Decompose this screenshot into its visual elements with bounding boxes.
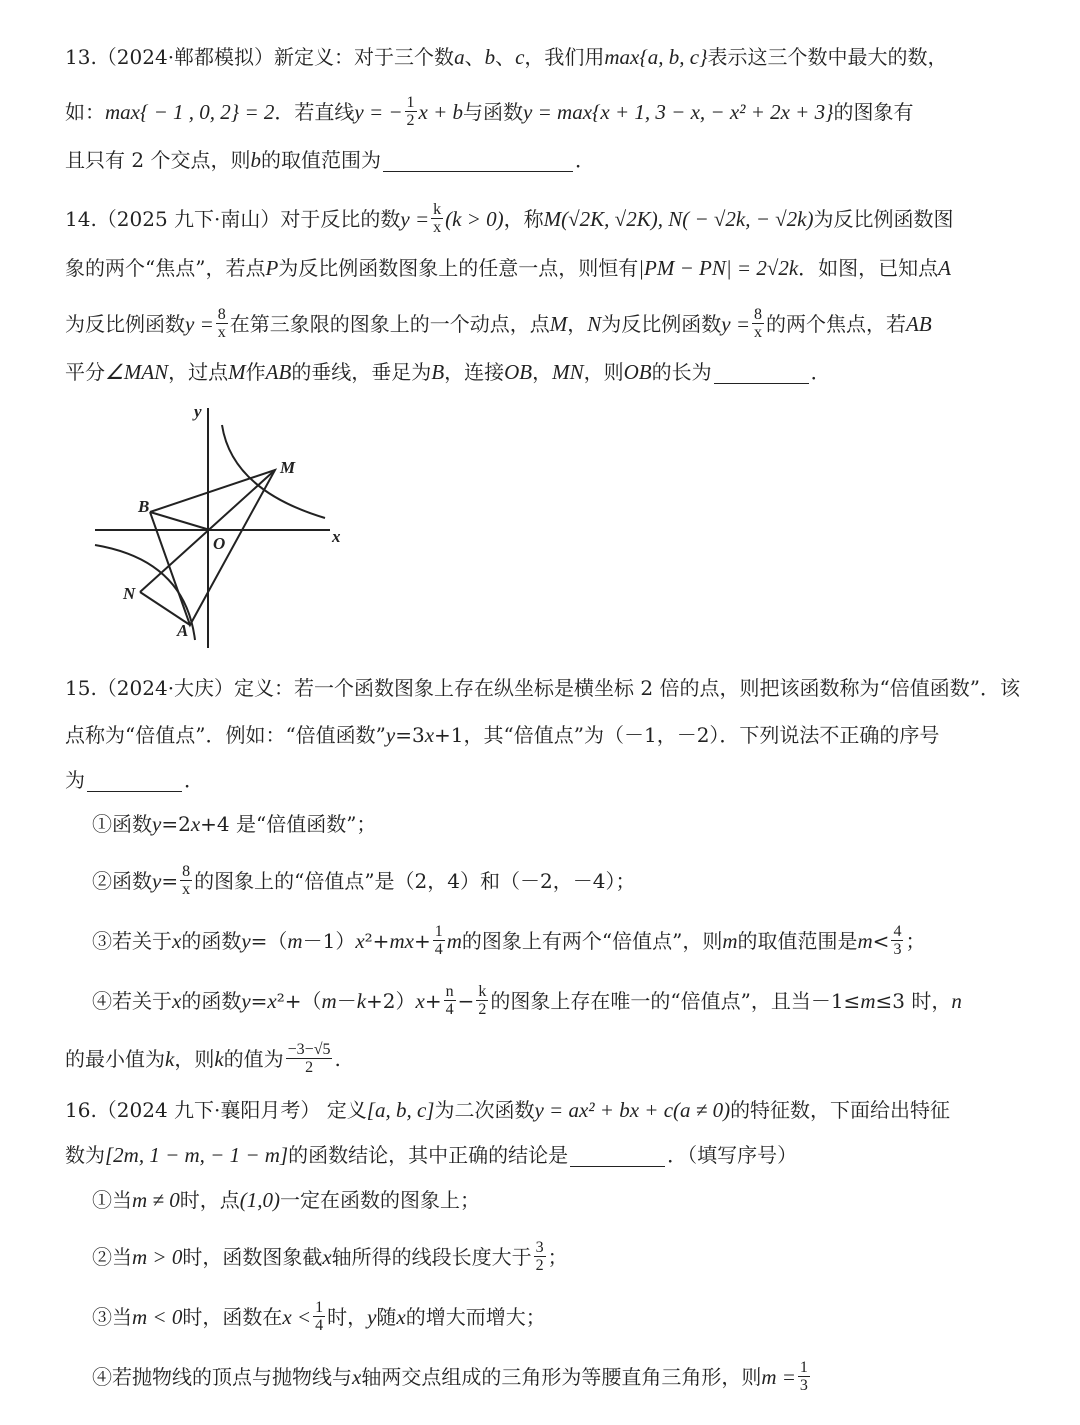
option-line bbox=[92, 810, 376, 838]
fraction bbox=[405, 94, 417, 129]
numerator: k bbox=[433, 201, 442, 218]
math-expression: y = ax² + bx + c(a ≠ 0) bbox=[534, 1098, 731, 1122]
answer-blank bbox=[383, 149, 573, 172]
denominator: 4 bbox=[434, 941, 443, 958]
text-line bbox=[65, 254, 951, 282]
option-line bbox=[92, 923, 925, 958]
text: ，称 bbox=[503, 206, 544, 231]
math-expression: [2m, 1 − m, − 1 − m] bbox=[105, 1143, 289, 1167]
text-line bbox=[65, 43, 948, 71]
denominator: x bbox=[754, 324, 763, 341]
numerator: 4 bbox=[893, 923, 902, 940]
math-expression: y bbox=[241, 988, 251, 1013]
text: 平分 bbox=[65, 360, 105, 384]
answer-blank bbox=[570, 1144, 665, 1167]
option-line bbox=[92, 1239, 568, 1274]
text: 的增大而增大； bbox=[405, 1304, 546, 1329]
math-expression: k bbox=[165, 1046, 175, 1071]
text: 为反比例函数图 bbox=[813, 206, 954, 231]
text: 为 bbox=[65, 768, 85, 792]
numerator: 1 bbox=[434, 923, 443, 940]
math-expression: [a, b, c] bbox=[366, 1098, 435, 1122]
option-line bbox=[92, 863, 635, 898]
math-expression: AB bbox=[906, 311, 932, 336]
text: 与函数 bbox=[463, 99, 524, 124]
math-expression: y = bbox=[185, 311, 214, 336]
text: 在第三象限的图象上的一个动点，点 bbox=[229, 311, 550, 336]
text: 的图象有 bbox=[833, 99, 914, 124]
text-line bbox=[65, 674, 1020, 702]
math-expression: P bbox=[265, 256, 279, 280]
math-expression: x bbox=[355, 928, 365, 953]
math-expression: MN bbox=[552, 360, 584, 384]
math-expression: y bbox=[152, 812, 162, 836]
math-expression: m bbox=[321, 988, 337, 1013]
math-expression: n bbox=[951, 988, 962, 1013]
text: 时，函数图象截 bbox=[182, 1244, 323, 1269]
math-expression: y = − bbox=[354, 99, 403, 124]
denominator: 2 bbox=[478, 1001, 487, 1018]
math-expression: |PM − PN| = 2√2k bbox=[638, 256, 799, 280]
text: + bbox=[413, 928, 431, 953]
math-expression: y = bbox=[721, 311, 751, 336]
math-expression: (k > 0) bbox=[445, 206, 504, 231]
denominator: 4 bbox=[315, 1317, 324, 1334]
text: 16.（2024 九下·襄阳月考） 定义 bbox=[65, 1098, 367, 1122]
math-expression: x bbox=[396, 1304, 406, 1329]
text: =（ bbox=[250, 928, 288, 953]
fraction bbox=[444, 983, 456, 1018]
text: 轴两交点组成的三角形为等腰直角三角形，则 bbox=[361, 1364, 762, 1389]
math-expression: (1,0) bbox=[239, 1188, 280, 1212]
math-expression: M bbox=[228, 360, 246, 384]
text-line bbox=[65, 1096, 950, 1124]
math-expression: max{ − 1 , 0, 2} = 2 bbox=[105, 99, 275, 124]
denominator: 2 bbox=[305, 1059, 314, 1076]
denominator: 3 bbox=[799, 1377, 808, 1394]
text: 表示这三个数中最大的数， bbox=[707, 45, 948, 69]
text: +4 是“倍值函数”； bbox=[200, 812, 377, 836]
text: ， bbox=[532, 360, 553, 384]
text: ，我们用 bbox=[524, 45, 605, 69]
text: 的特征数，下面给出特征 bbox=[730, 1098, 951, 1122]
answer-blank bbox=[714, 361, 809, 384]
segment-bo bbox=[150, 512, 210, 530]
text: =3 bbox=[395, 723, 425, 747]
label-n: N bbox=[123, 584, 136, 603]
text: 的垂线，垂足为 bbox=[291, 360, 432, 384]
text-line bbox=[65, 766, 204, 794]
math-expression: m bbox=[446, 928, 462, 953]
fraction bbox=[891, 923, 903, 958]
text: 的图象上有两个“倍值点”，则 bbox=[461, 928, 723, 953]
math-expression: ∠MAN bbox=[105, 360, 169, 384]
text: 的函数结论，其中正确的结论是 bbox=[288, 1143, 569, 1167]
text-line bbox=[65, 1141, 797, 1169]
math-expression: AB bbox=[265, 360, 292, 384]
denominator: 3 bbox=[893, 941, 902, 958]
text: ④若抛物线的顶点与抛物线与 bbox=[92, 1364, 352, 1389]
numerator: 8 bbox=[754, 306, 763, 323]
math-expression: mx bbox=[389, 928, 414, 953]
math-expression: OB bbox=[623, 360, 652, 384]
text: ． bbox=[184, 768, 204, 792]
text: ≤3 时， bbox=[875, 988, 952, 1013]
text: 的长为 bbox=[651, 360, 712, 384]
text: 14.（2025 九下·南山）对于反比的数 bbox=[65, 206, 401, 231]
text-line bbox=[65, 94, 914, 129]
fraction bbox=[216, 306, 228, 341]
fraction bbox=[798, 1359, 810, 1394]
text: ②当 bbox=[92, 1244, 132, 1269]
option-line bbox=[92, 1299, 546, 1334]
math-expression: m bbox=[287, 928, 303, 953]
text: ，则 bbox=[174, 1046, 215, 1071]
math-expression: x bbox=[424, 723, 435, 747]
label-a: A bbox=[177, 621, 189, 640]
math-expression: k bbox=[356, 988, 367, 1013]
text: =2 bbox=[161, 812, 191, 836]
text: ．（填写序号） bbox=[667, 1143, 798, 1167]
figure-inverse-proportion bbox=[90, 400, 350, 655]
text: 的函数 bbox=[181, 928, 242, 953]
math-expression: c bbox=[515, 45, 525, 69]
math-expression: max{a, b, c} bbox=[604, 45, 708, 69]
denominator: 4 bbox=[445, 1001, 454, 1018]
text: 的函数 bbox=[181, 988, 242, 1013]
fraction bbox=[476, 983, 488, 1018]
text: 象的两个“焦点”，若点 bbox=[65, 256, 266, 280]
numerator: k bbox=[478, 983, 487, 1000]
text: − bbox=[457, 988, 475, 1013]
text: ． bbox=[574, 148, 595, 172]
text: ③若关于 bbox=[92, 928, 172, 953]
denominator: 2 bbox=[535, 1257, 544, 1274]
math-expression: OB bbox=[504, 360, 533, 384]
text: 的取值范围为 bbox=[260, 148, 381, 172]
text: 、 bbox=[495, 45, 516, 69]
text: 、 bbox=[464, 45, 485, 69]
denominator: 2 bbox=[406, 112, 415, 129]
answer-blank bbox=[87, 769, 182, 792]
math-expression: M(√2K, √2K), N( − √2k, − √2k) bbox=[543, 206, 814, 231]
text: ²+（ bbox=[276, 988, 322, 1013]
text: 13.（2024·郸都模拟）新定义：对于三个数 bbox=[65, 45, 455, 69]
text: < bbox=[872, 928, 890, 953]
text: 时，函数在 bbox=[182, 1304, 283, 1329]
text: 数为 bbox=[65, 1143, 105, 1167]
math-expression: y = max{x + 1, 3 − x, − x² + 2x + 3} bbox=[523, 99, 834, 124]
fraction bbox=[180, 863, 192, 898]
math-expression: y bbox=[152, 868, 162, 893]
text-line bbox=[65, 1041, 341, 1076]
math-expression: m < 0 bbox=[132, 1304, 183, 1329]
fraction bbox=[433, 923, 445, 958]
numerator: 1 bbox=[315, 1299, 324, 1316]
text: 为反比例函数 bbox=[65, 311, 185, 336]
text-line bbox=[65, 146, 595, 174]
numerator: 3 bbox=[535, 1239, 544, 1256]
text: 的两个焦点，若 bbox=[766, 311, 907, 336]
label-y: y bbox=[194, 402, 202, 421]
text: +1，其“倍值点”为（－1，－2）．下列说法不正确的序号 bbox=[434, 723, 940, 747]
option-line bbox=[92, 1186, 480, 1214]
text: 且只有 2 个交点，则 bbox=[65, 148, 251, 172]
fraction bbox=[313, 1299, 325, 1334]
text: 15.（2024·大庆）定义：若一个函数图象上存在纵坐标是横坐标 2 倍的点，则把该函数称为“倍值函数”．该 bbox=[65, 676, 1020, 700]
numerator: −3−√5 bbox=[287, 1041, 331, 1058]
math-expression: x + b bbox=[418, 99, 464, 124]
text: . bbox=[334, 1046, 341, 1071]
numerator: n bbox=[445, 983, 454, 1000]
math-expression: x bbox=[172, 928, 182, 953]
math-expression: m > 0 bbox=[132, 1244, 183, 1269]
math-expression: y bbox=[385, 723, 396, 747]
denominator: x bbox=[182, 881, 191, 898]
text: ．如图，已知点 bbox=[798, 256, 939, 280]
math-expression: x bbox=[415, 988, 425, 1013]
fraction bbox=[534, 1239, 546, 1274]
text: ， bbox=[567, 311, 588, 336]
text: ． bbox=[810, 360, 831, 384]
text: 时，点 bbox=[179, 1188, 240, 1212]
numerator: 1 bbox=[406, 94, 415, 111]
numerator: 8 bbox=[217, 306, 226, 323]
text: 的图象上的“倍值点”是（2，4）和（－2，－4）； bbox=[194, 868, 636, 893]
text: ； bbox=[547, 1244, 568, 1269]
option-line bbox=[92, 1359, 812, 1394]
math-expression: m bbox=[860, 988, 876, 1013]
text: 为反比例函数图象上的任意一点，则恒有 bbox=[278, 256, 639, 280]
fraction bbox=[752, 306, 764, 341]
math-expression: x < bbox=[282, 1304, 312, 1329]
math-expression: A bbox=[938, 256, 951, 280]
text-line bbox=[65, 306, 932, 341]
text: = bbox=[161, 868, 179, 893]
text: ①函数 bbox=[92, 812, 152, 836]
text: ．若直线 bbox=[274, 99, 355, 124]
text-line bbox=[65, 201, 953, 236]
math-expression: m bbox=[857, 928, 873, 953]
text: 如： bbox=[65, 99, 105, 124]
text: 随 bbox=[376, 1304, 397, 1329]
label-o: O bbox=[213, 534, 226, 553]
text: 为反比例函数 bbox=[601, 311, 722, 336]
text: ²+ bbox=[364, 928, 390, 953]
math-expression: m ≠ 0 bbox=[132, 1188, 180, 1212]
math-expression: x bbox=[322, 1244, 332, 1269]
text: ④若关于 bbox=[92, 988, 172, 1013]
text: +2） bbox=[366, 988, 416, 1013]
label-b: B bbox=[138, 497, 150, 516]
text: ，过点 bbox=[168, 360, 229, 384]
math-expression: b bbox=[484, 45, 496, 69]
text: 的最小值为 bbox=[65, 1046, 165, 1071]
math-expression: M bbox=[549, 311, 568, 336]
math-expression: y bbox=[241, 928, 251, 953]
text: ，则 bbox=[583, 360, 624, 384]
text: 作 bbox=[245, 360, 266, 384]
denominator: x bbox=[433, 219, 442, 236]
numerator: 1 bbox=[799, 1359, 808, 1376]
math-expression: x bbox=[172, 988, 182, 1013]
text: －1） bbox=[302, 928, 356, 953]
text: 点称为“倍值点”．例如：“倍值函数” bbox=[65, 723, 386, 747]
text: 一定在函数的图象上； bbox=[279, 1188, 480, 1212]
text: = bbox=[250, 988, 268, 1013]
text: 的值为 bbox=[223, 1046, 284, 1071]
text: 为二次函数 bbox=[434, 1098, 535, 1122]
math-expression: B bbox=[431, 360, 445, 384]
text: ①当 bbox=[92, 1188, 132, 1212]
label-x: x bbox=[332, 527, 341, 546]
text: 的图象上存在唯一的“倍值点”，且当－1≤ bbox=[490, 988, 861, 1013]
math-expression: m bbox=[722, 928, 738, 953]
numerator: 8 bbox=[182, 863, 191, 880]
text: － bbox=[336, 988, 357, 1013]
math-expression: x bbox=[267, 988, 277, 1013]
math-expression: x bbox=[190, 812, 201, 836]
text: 时， bbox=[327, 1304, 368, 1329]
option-line bbox=[92, 983, 962, 1018]
fraction bbox=[286, 1041, 333, 1076]
math-expression: x bbox=[352, 1364, 362, 1389]
text: ③当 bbox=[92, 1304, 132, 1329]
text: ②函数 bbox=[92, 868, 152, 893]
math-expression: N bbox=[587, 311, 602, 336]
math-expression: m = bbox=[761, 1364, 796, 1389]
math-expression: y bbox=[367, 1304, 377, 1329]
text: ； bbox=[905, 928, 926, 953]
text-line bbox=[65, 721, 939, 749]
text: 轴所得的线段长度大于 bbox=[331, 1244, 532, 1269]
denominator: x bbox=[217, 324, 226, 341]
math-expression: b bbox=[250, 148, 261, 172]
fraction bbox=[431, 201, 443, 236]
text: 的取值范围是 bbox=[737, 928, 858, 953]
text: ，连接 bbox=[444, 360, 505, 384]
math-expression: k bbox=[214, 1046, 224, 1071]
text-line bbox=[65, 358, 831, 386]
math-expression: y = bbox=[400, 206, 430, 231]
label-m: M bbox=[280, 458, 296, 477]
text: + bbox=[424, 988, 442, 1013]
math-expression: a bbox=[454, 45, 465, 69]
